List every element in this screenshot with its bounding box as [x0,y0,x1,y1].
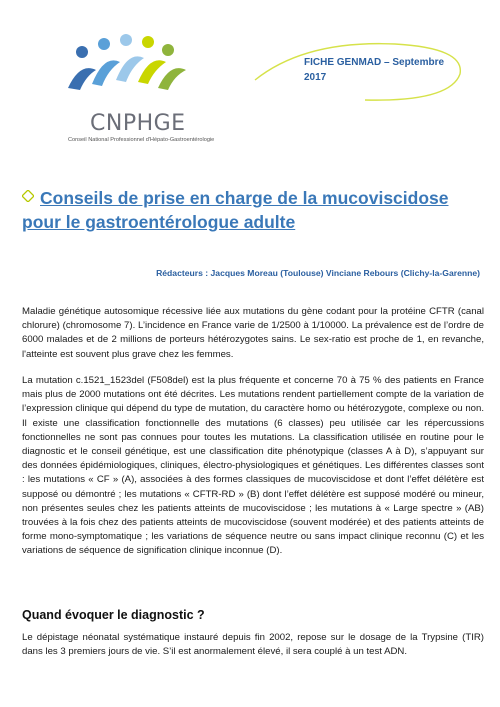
logo-subtitle: Conseil National Professionnel d'Hépato-Gastroentérologie [68,137,215,143]
logo-figures-icon [20,10,230,110]
diamond-bullet-icon [22,190,34,202]
logo-name: CNPHGE [90,111,186,136]
cnphge-logo [20,10,230,143]
document-title [22,186,482,234]
fiche-label: FICHE GENMAD – Septembre 2017 [304,57,445,83]
paragraph-intro: Maladie génétique autosomique récessive liée aux mutations du gène codant pour la protéine CFTR (canal chlorure) (chromosome 7). L’incidence en France varie de 1/2500 à 1/10000. La prévalence est de l’ordre de 6000 malades et de 2 millions de porteurs hétérozygotes sains. Le sex-ratio est proche de 1, en revanche, l'atteinte est souvent plus grave chez les femmes. [22,306,484,360]
title-line-2: pour le gastroentérologue adulte [22,212,296,232]
section-heading-diagnostic: Quand évoquer le diagnostic ? [22,608,205,622]
authors-line: Rédacteurs : Jacques Moreau (Toulouse) Vinciane Rebours (Clichy-la-Garenne) [156,268,480,278]
paragraph-depistage: Le dépistage néonatal systématique instauré depuis fin 2002, repose sur le dosage de la Trypsine (TIR) dans les 3 premiers jours de vie. S’il est anormalement élevé, il sera couplé à un test ADN. [22,632,484,658]
title-line-1: Conseils de prise en charge de la mucoviscidose [40,188,449,208]
paragraph-mutations: La mutation c.1521_1523del (F508del) est la plus fréquente et concerne 70 à 75 % des patients en France mais plus de 2000 mutations ont été décrites. Les mutations rendent partiellement compte de la variation de l’expression clinique qui dépend du type de mutation, du caractère homo ou hétérozygote, complexe ou non. Il existe une classification fonctionnelle des mutations (6 classes) peu utilisée car les répercussions fonctionnelles ne sont pas connues pour toutes les mutations. La classification utilisée en routine pour le diagnostic et le conseil génétique, est une classification dite phénotypique (classes A à D), s’appuyant sur des données épidémiologiques, cliniques, électro-physiologiques et génétiques. Les différentes classes sont : les mutations « CF » (A), associées à des formes classiques de mucoviscidose et dont l’effet délétère est supposé ou démontré ; les mutations « CFTR-RD » (B) dont l’effet délétère est supposé modéré ou mineur, non présentes seules chez les patients atteints de mucoviscidose ; les mutations à « Large spectre » (AB) trouvées à la fois chez des patients atteints de mucoviscidose (souvent modérée) et des patients atteints de forme mono-symptomatique ; les variations de séquence neutre ou sans impact clinique reconnu (C) et les variations de séquence de signification clinique inconnue (D). [22,375,484,557]
